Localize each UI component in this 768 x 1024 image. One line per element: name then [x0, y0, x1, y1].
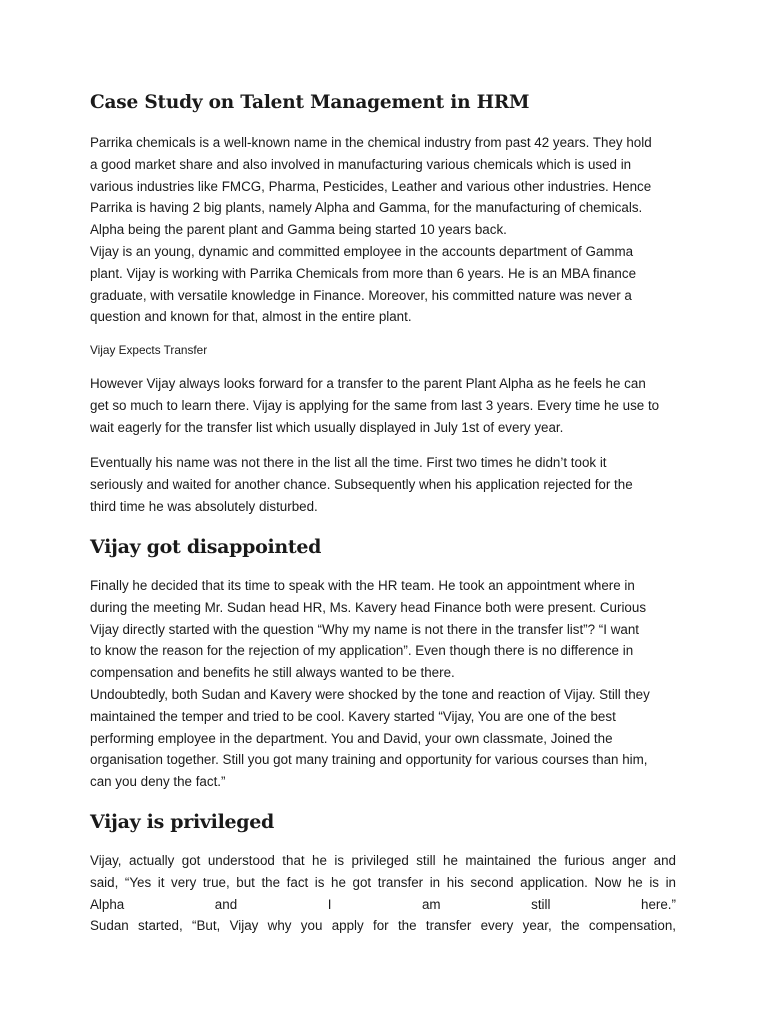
heading-disappointed: Vijay got disappointed [90, 536, 322, 558]
text-line: a good market share and also involved in manufacturing various chemicals which is used in [90, 156, 632, 172]
text-line: Vijay is an young, dynamic and committed employee in the accounts department of Gamma [90, 243, 634, 259]
intro-paragraph [90, 132, 676, 328]
text-line: graduate, with versatile knowledge in Finance. Moreover, his committed nature was never a [90, 287, 632, 303]
text-line: said, “Yes it very true, but the fact is he got transfer in his second application. Now he is in [90, 874, 676, 890]
text-line: Sudan started, “But, Vijay why you apply for the transfer every year, the compensation, [90, 918, 676, 934]
text-line: Parrika chemicals is a well-known name in the chemical industry from past 42 years. They hold [90, 135, 652, 150]
text-line: However Vijay always looks forward for a transfer to the parent Plant Alpha as he feels he can [90, 376, 646, 391]
heading-privileged: Vijay is privileged [90, 811, 275, 833]
text-line: during the meeting Mr. Sudan head HR, Ms. Kavery head Finance both were present. Curious [90, 599, 647, 615]
text-line: Parrika is having 2 big plants, namely Alpha and Gamma, for the manufacturing of chemicals. [90, 200, 643, 216]
text-line: can you deny the fact.” [90, 774, 226, 790]
text-line: compensation and benefits he still always wanted to be there. [90, 665, 455, 681]
disappointed-paragraph [90, 575, 676, 793]
text-line: question and known for that, almost in the entire plant. [90, 309, 412, 325]
text-line: Alpha and I am still here.” [90, 896, 676, 912]
text-line: Vijay, actually got understood that he is privileged still he maintained the furious anger and [90, 853, 676, 868]
text-line: wait eagerly for the transfer list which usually displayed in July 1st of every year. [90, 419, 564, 435]
transfer-paragraph [90, 373, 676, 438]
eventually-paragraph [90, 452, 676, 517]
text-line: Undoubtedly, both Sudan and Kavery were shocked by the tone and reaction of Vijay. Still they [90, 686, 650, 702]
text-line: Finally he decided that its time to speak with the HR team. He took an appointment where in [90, 578, 635, 593]
text-line: plant. Vijay is working with Parrika Chemicals from more than 6 years. He is an MBA finance [90, 265, 637, 281]
text-line: Vijay directly started with the question “Why my name is not there in the transfer list”? “I want [90, 621, 639, 637]
text-line: performing employee in the department. You and David, your own classmate, Joined the [90, 730, 613, 746]
text-line: various industries like FMCG, Pharma, Pesticides, Leather and various other industries. Hence [90, 178, 652, 194]
text-line: Eventually his name was not there in the list all the time. First two times he didn’t took it [90, 455, 607, 470]
text-line: get so much to learn there. Vijay is applying for the same from last 3 years. Every time he use to [90, 397, 660, 413]
document-title: Case Study on Talent Management in HRM [90, 92, 530, 113]
subheading-transfer: Vijay Expects Transfer [90, 343, 208, 357]
text-line: organisation together. Still you got many training and opportunity for various courses than him, [90, 752, 648, 768]
text-line: Alpha being the parent plant and Gamma being started 10 years back. [90, 222, 507, 238]
text-line: seriously and waited for another chance. Subsequently when his application rejected for the [90, 476, 633, 492]
text-line: third time he was absolutely disturbed. [90, 498, 318, 514]
text-line: maintained the temper and tried to be cool. Kavery started “Vijay, You are one of the best [90, 708, 616, 724]
text-line: to know the reason for the rejection of my application”. Even though there is no difference in [90, 643, 634, 659]
privileged-paragraph [90, 850, 676, 937]
